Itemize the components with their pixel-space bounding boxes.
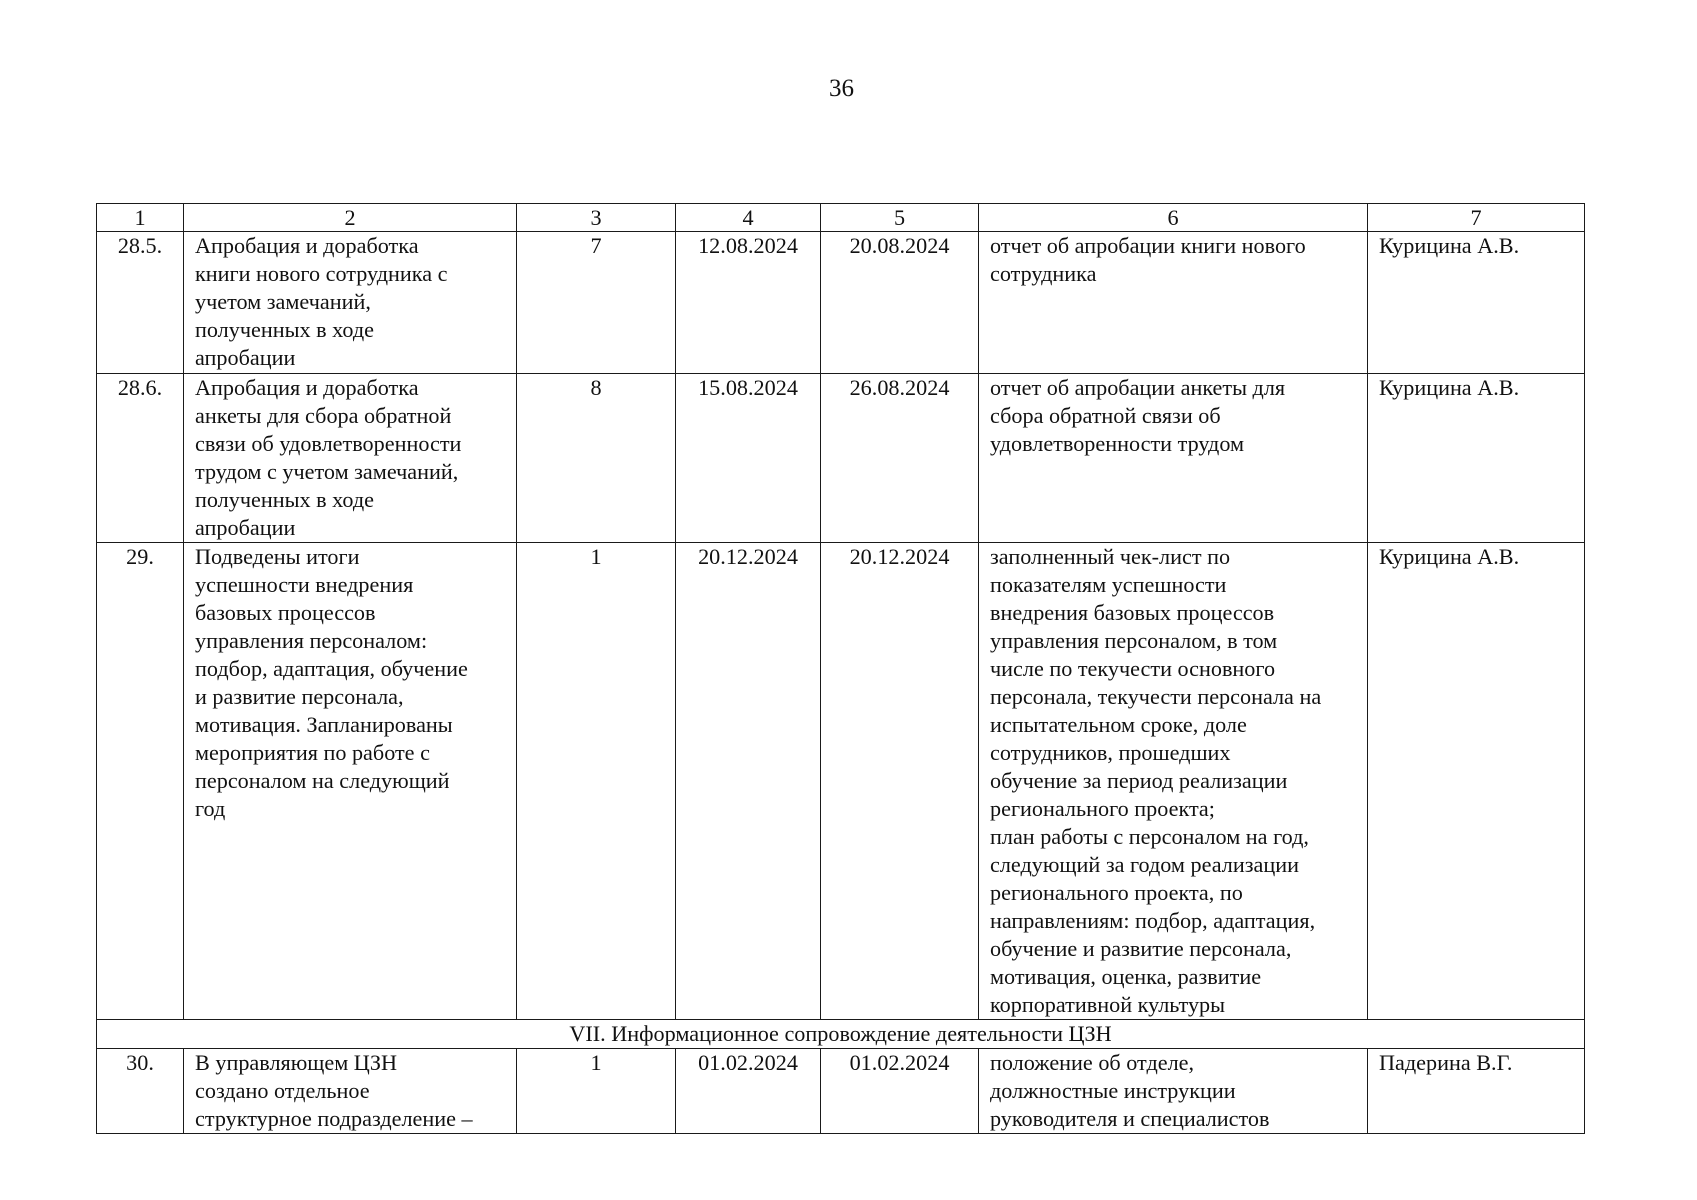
row-start-date: 01.02.2024 (676, 1049, 821, 1134)
column-number: 1 (97, 204, 184, 232)
column-number-row (97, 204, 1585, 232)
section-title: VII. Информационное сопровождение деятельности ЦЗН (97, 1020, 1585, 1049)
plan-table (96, 203, 1585, 1134)
row-responsible: Падерина В.Г. (1368, 1049, 1585, 1134)
column-number: 3 (517, 204, 676, 232)
table-row (97, 232, 1585, 374)
row-result: положение об отделе, должностные инструкции руководителя и специалистов (979, 1049, 1368, 1134)
column-number: 6 (979, 204, 1368, 232)
row-number: 30. (97, 1049, 184, 1134)
row-responsible: Курицина А.В. (1368, 374, 1585, 543)
row-result: заполненный чек-лист по показателям успешности внедрения базовых процессов управления персоналом, в том числе по текучести основного персонала, текучести персонала на испытательном сроке, доле сотрудников, прошедших обучение за период реализации регионального проекта; план работы с персоналом на год, следующий за годом реализации регионального проекта, по направлениям: подбор, адаптация, обучение и развитие персонала, мотивация, оценка, развитие корпоративной культуры (979, 543, 1368, 1020)
column-number: 4 (676, 204, 821, 232)
row-end-date: 01.02.2024 (821, 1049, 979, 1134)
row-description: В управляющем ЦЗН создано отдельное структурное подразделение – (184, 1049, 517, 1134)
row-description: Апробация и доработка книги нового сотрудника с учетом замечаний, полученных в ходе апробации (184, 232, 517, 374)
row-start-date: 20.12.2024 (676, 543, 821, 1020)
row-description: Подведены итоги успешности внедрения базовых процессов управления персоналом: подбор, адаптация, обучение и развитие персонала, мотивация. Запланированы мероприятия по работе с персоналом на следующий год (184, 543, 517, 1020)
row-responsible: Курицина А.В. (1368, 232, 1585, 374)
table-row (97, 543, 1585, 1020)
table-row (97, 374, 1585, 543)
row-description: Апробация и доработка анкеты для сбора обратной связи об удовлетворенности трудом с учетом замечаний, полученных в ходе апробации (184, 374, 517, 543)
row-quantity: 1 (517, 1049, 676, 1134)
section-heading-row (97, 1020, 1585, 1049)
column-number: 2 (184, 204, 517, 232)
row-responsible: Курицина А.В. (1368, 543, 1585, 1020)
row-result: отчет об апробации книги нового сотрудника (979, 232, 1368, 374)
column-number: 7 (1368, 204, 1585, 232)
row-result: отчет об апробации анкеты для сбора обратной связи об удовлетворенности трудом (979, 374, 1368, 543)
row-quantity: 8 (517, 374, 676, 543)
column-number: 5 (821, 204, 979, 232)
row-number: 28.6. (97, 374, 184, 543)
row-start-date: 15.08.2024 (676, 374, 821, 543)
table-row (97, 1049, 1585, 1134)
row-end-date: 20.12.2024 (821, 543, 979, 1020)
row-number: 29. (97, 543, 184, 1020)
row-end-date: 20.08.2024 (821, 232, 979, 374)
row-start-date: 12.08.2024 (676, 232, 821, 374)
row-number: 28.5. (97, 232, 184, 374)
row-end-date: 26.08.2024 (821, 374, 979, 543)
row-quantity: 1 (517, 543, 676, 1020)
row-quantity: 7 (517, 232, 676, 374)
page-number: 36 (829, 75, 854, 102)
